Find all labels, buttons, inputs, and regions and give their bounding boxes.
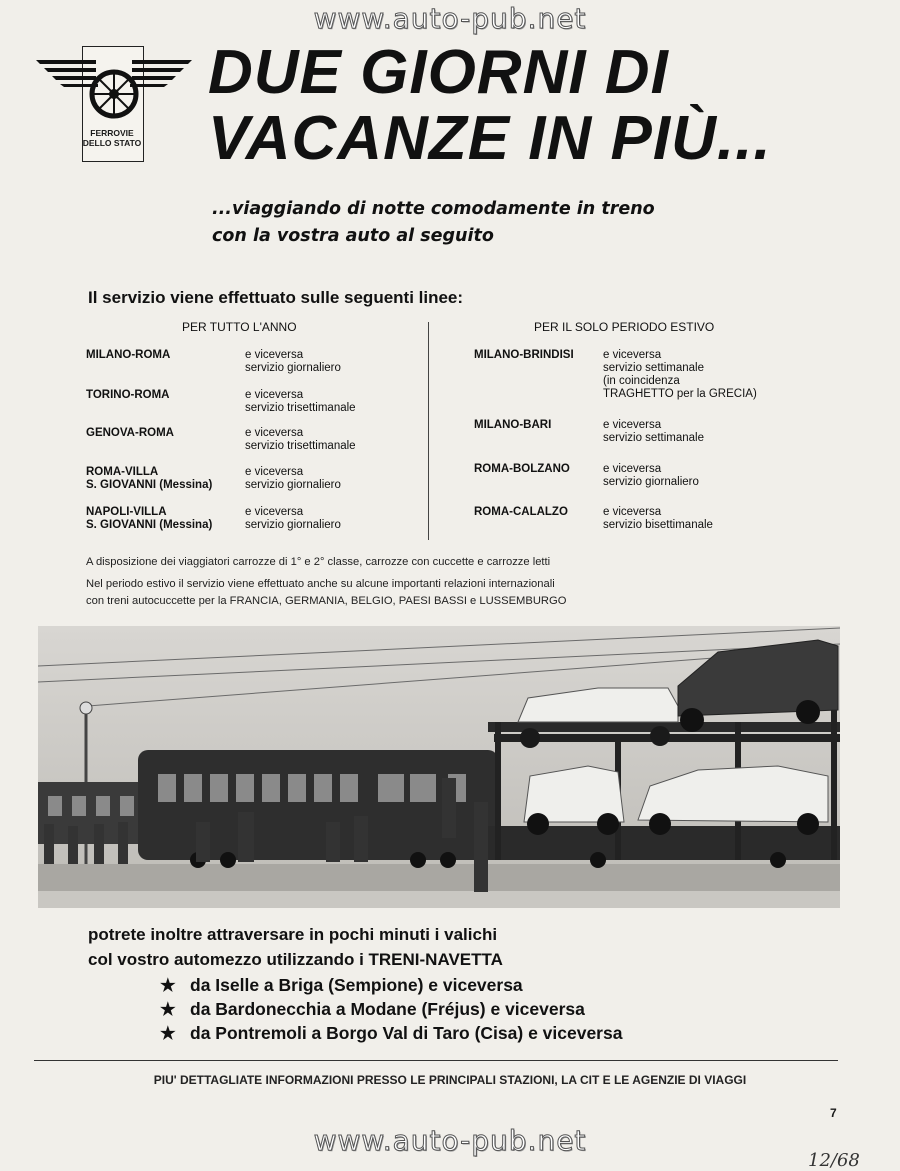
route-name: ROMA-BOLZANO (474, 463, 570, 475)
route-item (86, 389, 416, 419)
route-desc-line: servizio settimanale (603, 362, 704, 374)
route-desc-line: servizio giornaliero (603, 476, 699, 488)
note-line-2: Nel periodo estivo il servizio viene effettuato anche su alcune importanti relazioni internazionali (86, 578, 555, 590)
route-desc-line: e viceversa (603, 419, 662, 431)
bullet-item (160, 1023, 622, 1044)
route-desc (603, 506, 713, 532)
fs-logo (36, 46, 192, 166)
route-desc-line: servizio bisettimanale (603, 519, 713, 531)
route-desc-line: e viceversa (245, 349, 304, 361)
star-icon: ★ (160, 999, 176, 1019)
subhead-line-1: ...viaggiando di notte comodamente in treno (212, 199, 655, 219)
route-desc-line: servizio giornaliero (245, 479, 341, 491)
logo-line-2: DELLO STATO (82, 138, 142, 148)
route-desc (245, 389, 356, 415)
route-name-line: ROMA-VILLA (86, 466, 159, 478)
train-with-cars-photo (38, 626, 840, 908)
route-name (86, 506, 212, 532)
column-header-summer: PER IL SOLO PERIODO ESTIVO (534, 320, 715, 334)
bullet-text: da Pontremoli a Borgo Val di Taro (Cisa) e viceversa (190, 1023, 623, 1043)
route-item (474, 463, 834, 493)
column-divider (428, 322, 429, 540)
route-desc-line: TRAGHETTO per la GRECIA) (603, 388, 757, 400)
bottom-line-2: col vostro automezzo utilizzando i TRENI-NAVETTA (88, 950, 503, 969)
route-desc-line: servizio giornaliero (245, 519, 341, 531)
watermark-top: www.auto-pub.net (313, 2, 587, 35)
route-desc-line: e viceversa (603, 463, 662, 475)
subheadline (212, 196, 655, 250)
route-desc-line: e viceversa (603, 349, 662, 361)
route-desc (245, 427, 356, 453)
route-item (474, 506, 834, 536)
headline (208, 40, 772, 172)
route-desc-line: servizio giornaliero (245, 362, 341, 374)
route-desc-line: servizio settimanale (603, 432, 704, 444)
watermark-bottom: www.auto-pub.net (313, 1124, 587, 1157)
route-desc (603, 419, 704, 445)
winged-wheel-icon (36, 46, 192, 126)
bottom-text (88, 922, 503, 972)
route-name-line: S. GIOVANNI (Messina) (86, 479, 213, 491)
subhead-line-2: con la vostra auto al seguito (212, 226, 494, 246)
route-item (474, 349, 834, 405)
route-item (86, 349, 416, 379)
intro-text: Il servizio viene effettuato sulle seguenti linee: (88, 288, 464, 307)
route-name: MILANO-BARI (474, 419, 552, 431)
note-line-1: A disposizione dei viaggiatori carrozze di 1° e 2° classe, carrozze con cuccette e carrozze letti (86, 556, 551, 568)
route-item (86, 506, 416, 536)
route-desc (245, 506, 341, 532)
page-number: 7 (830, 1106, 837, 1120)
bullet-item (160, 999, 585, 1020)
route-name-line: S. GIOVANNI (Messina) (86, 519, 213, 531)
route-desc (603, 349, 757, 401)
route-desc-line: e viceversa (245, 427, 304, 439)
route-desc-line: e viceversa (245, 389, 304, 401)
footer-rule (34, 1060, 838, 1061)
route-desc (603, 463, 699, 489)
route-desc-line: e viceversa (603, 506, 662, 518)
route-name: ROMA-CALALZO (474, 506, 568, 518)
bullet-text: da Bardonecchia a Modane (Fréjus) e viceversa (190, 999, 585, 1019)
route-name-line: NAPOLI-VILLA (86, 506, 167, 518)
footer-text: PIU' DETTAGLIATE INFORMAZIONI PRESSO LE PRINCIPALI STAZIONI, LA CIT E LE AGENZIE DI VIAGGI (153, 1073, 747, 1087)
star-icon: ★ (160, 975, 176, 995)
column-header-all-year: PER TUTTO L'ANNO (182, 320, 297, 334)
route-desc (245, 466, 341, 492)
route-desc-line: e viceversa (245, 466, 304, 478)
logo-line-1: FERROVIE (90, 128, 134, 138)
route-desc-line: (in coincidenza (603, 375, 680, 387)
headline-line-2: VACANZE IN PIÙ... (208, 104, 772, 173)
note-line-3: con treni autocuccette per la FRANCIA, GERMANIA, BELGIO, PAESI BASSI e LUSSEMBURGO (86, 595, 567, 607)
star-icon: ★ (160, 1023, 176, 1043)
route-item (86, 466, 416, 496)
route-item (474, 419, 834, 449)
bottom-line-1: potrete inoltre attraversare in pochi minuti i valichi (88, 925, 498, 944)
route-desc (245, 349, 341, 375)
route-name: MILANO-BRINDISI (474, 349, 574, 361)
route-name: GENOVA-ROMA (86, 427, 174, 439)
route-name: MILANO-ROMA (86, 349, 171, 361)
logo-text (80, 128, 144, 148)
route-desc-line: servizio trisettimanale (245, 440, 356, 452)
headline-line-1: DUE GIORNI DI (208, 38, 669, 107)
handwritten-note: 12/68 (808, 1150, 860, 1171)
route-desc-line: servizio trisettimanale (245, 402, 356, 414)
route-name: TORINO-ROMA (86, 389, 170, 401)
bullet-text: da Iselle a Briga (Sempione) e viceversa (190, 975, 523, 995)
route-name (86, 466, 212, 492)
bullet-item (160, 975, 523, 996)
route-desc-line: e viceversa (245, 506, 304, 518)
route-item (86, 427, 416, 457)
